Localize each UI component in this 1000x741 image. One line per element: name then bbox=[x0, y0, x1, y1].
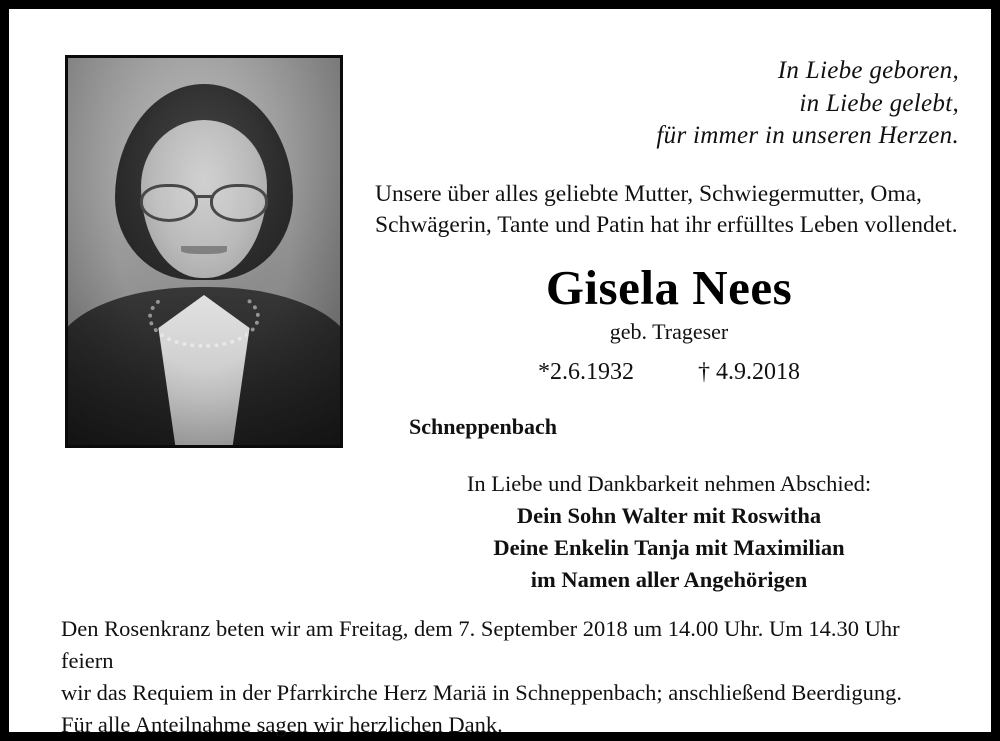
memorial-verse bbox=[375, 55, 963, 153]
farewell-block bbox=[375, 468, 963, 596]
death-date: † 4.9.2018 bbox=[698, 359, 800, 386]
deceased-name: Gisela Nees bbox=[545, 259, 793, 315]
mourner-line-2: Deine Enkelin Tanja mit Maximilian bbox=[493, 535, 845, 561]
mourner-line-3: im Namen aller Angehörigen bbox=[530, 567, 808, 593]
verse-line-3: für immer in unseren Herzen. bbox=[656, 122, 959, 149]
portrait-photo bbox=[68, 58, 340, 445]
funeral-details-line-3: Für alle Anteilnahme sagen wir herzlichen Dank. bbox=[61, 711, 503, 737]
intro-paragraph: Unsere über alles geliebte Mutter, Schwiegermutter, Oma, Schwägerin, Tante und Patin hat ihr erfülltes Leben vollendet. bbox=[375, 180, 958, 239]
portrait-photo-frame bbox=[65, 55, 343, 448]
verse-line-1: In Liebe geboren, bbox=[777, 57, 959, 84]
maiden-name: geb. Trageser bbox=[609, 319, 729, 345]
notice-text-column bbox=[375, 55, 963, 596]
birth-date: *2.6.1932 bbox=[538, 359, 634, 386]
life-dates bbox=[375, 359, 963, 386]
mourner-line-1: Dein Sohn Walter mit Roswitha bbox=[516, 503, 822, 529]
funeral-details bbox=[61, 613, 953, 741]
funeral-details-line-1: Den Rosenkranz beten wir am Freitag, dem 7. September 2018 um 14.00 Uhr. Um 14.30 Uhr feiern bbox=[61, 616, 900, 673]
place-name: Schneppenbach bbox=[409, 414, 557, 440]
photo-vignette bbox=[68, 58, 340, 445]
verse-line-2: in Liebe gelebt, bbox=[799, 89, 959, 117]
farewell-lead: In Liebe und Dankbarkeit nehmen Abschied: bbox=[466, 471, 872, 497]
funeral-details-line-2: wir das Requiem in der Pfarrkirche Herz Mariä in Schneppenbach; anschließend Beerdigung. bbox=[61, 679, 902, 705]
